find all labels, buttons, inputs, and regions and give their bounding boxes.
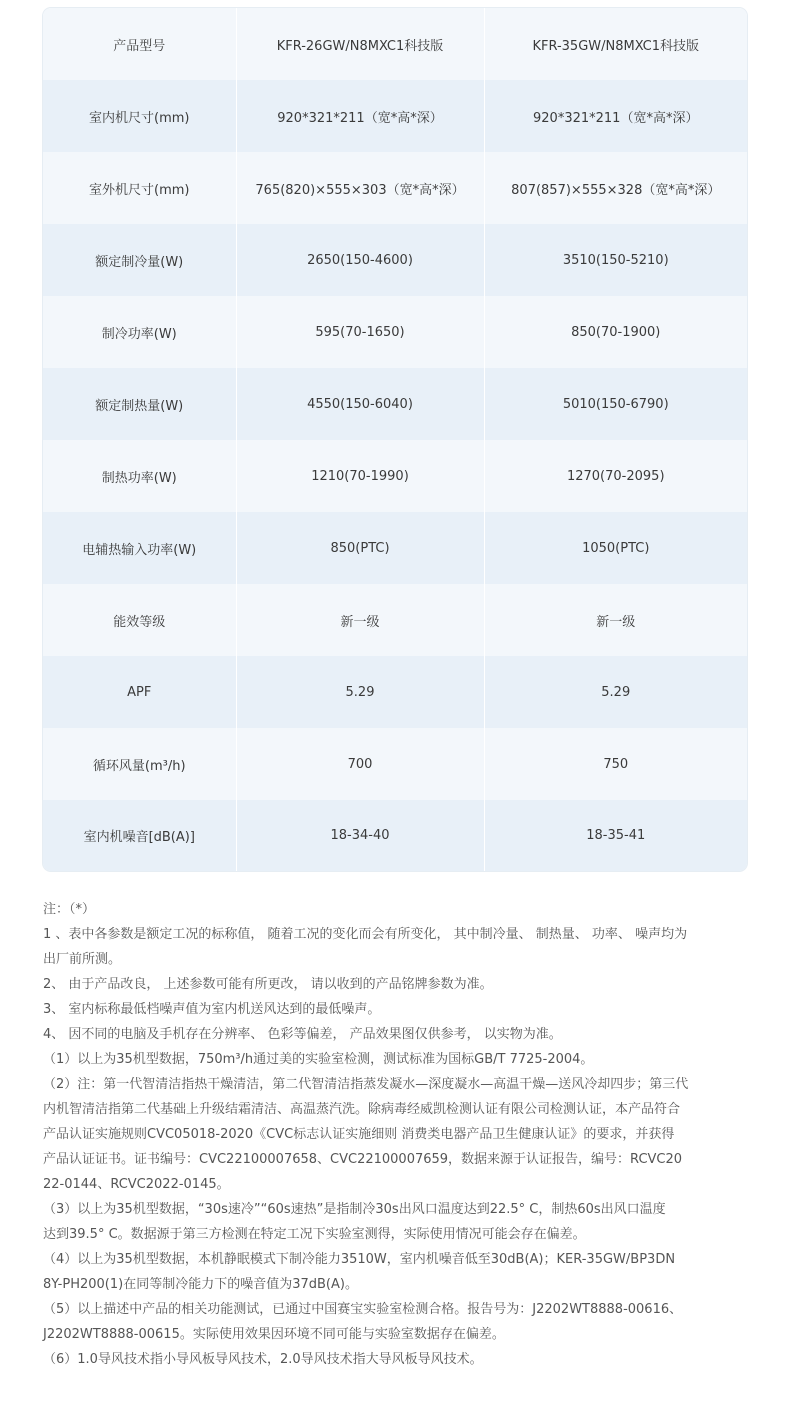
row-label: 电辅热输入功率(W) — [43, 512, 236, 584]
note-line: （4）以上为35机型数据，本机静眠模式下制冷能力3510W，室内机噪音低至30dB(A)；KER-35GW/BP3DN — [43, 1252, 676, 1267]
model-26-value: 920*321*211（宽*高*深） — [236, 80, 484, 152]
note-line: （6）1.0导风技术指小导风板导风技术，2.0导风技术指大导风板导风技术。 — [43, 1352, 483, 1367]
row-label: 制冷功率(W) — [43, 296, 236, 368]
model-35-value: 5.29 — [484, 656, 747, 728]
model-35-value: 850(70-1900) — [484, 296, 747, 368]
note-line: 4、 因不同的电脑及手机存在分辨率、 色彩等偏差， 产品效果图仅供参考， 以实物为准。 — [43, 1027, 562, 1042]
note-line: 产品认证证书。证书编号：CVC22100007658、CVC22100007659，数据来源于认证报告，编号：RCVC20 — [43, 1152, 683, 1167]
model-26-value: 4550(150-6040) — [236, 368, 484, 440]
model-35-value: 807(857)×555×328（宽*高*深） — [484, 152, 747, 224]
table-row — [43, 728, 747, 800]
row-label: APF — [43, 656, 236, 728]
model-35-value: 1270(70-2095) — [484, 440, 747, 512]
spec-table — [43, 8, 747, 871]
model-35-value: KFR-35GW/N8MXC1科技版 — [484, 8, 747, 80]
note-line: 2、 由于产品改良， 上述参数可能有所更改， 请以收到的产品铭牌参数为准。 — [43, 977, 493, 992]
model-35-value: 920*321*211（宽*高*深） — [484, 80, 747, 152]
table-row — [43, 8, 747, 80]
note-line: 22-0144、RCVC2022-0145。 — [43, 1177, 230, 1192]
model-35-value: 1050(PTC) — [484, 512, 747, 584]
model-35-value: 3510(150-5210) — [484, 224, 747, 296]
note-line: 内机智清洁指第二代基础上升级结霜清洁、高温蒸汽洗。除病毒经威凯检测认证有限公司检测认证，本产品符合 — [43, 1102, 681, 1117]
note-line: （5）以上描述中产品的相关功能测试，已通过中国赛宝实验室检测合格。报告号为：J2202WT8888-00616、 — [43, 1302, 683, 1317]
table-row — [43, 296, 747, 368]
table-row — [43, 368, 747, 440]
row-label: 室内机尺寸(mm) — [43, 80, 236, 152]
model-26-value: 595(70-1650) — [236, 296, 484, 368]
table-row — [43, 584, 747, 656]
note-line: （3）以上为35机型数据，“30s速冷”“60s速热”是指制冷30s出风口温度达到22.5° C，制热60s出风口温度 — [43, 1202, 666, 1217]
table-row — [43, 152, 747, 224]
table-row — [43, 800, 747, 871]
model-26-value: KFR-26GW/N8MXC1科技版 — [236, 8, 484, 80]
model-26-value: 新一级 — [236, 584, 484, 656]
note-line: （1）以上为35机型数据，750m³/h通过美的实验室检测，测试标准为国标GB/T 7725-2004。 — [43, 1052, 594, 1067]
row-label: 室外机尺寸(mm) — [43, 152, 236, 224]
row-label: 产品型号 — [43, 8, 236, 80]
notes-heading: 注：（*） — [43, 902, 96, 917]
row-label: 制热功率(W) — [43, 440, 236, 512]
row-label: 室内机噪音[dB(A)] — [43, 800, 236, 871]
model-26-value: 700 — [236, 728, 484, 800]
note-line: 出厂前所测。 — [43, 952, 122, 967]
model-35-value: 18-35-41 — [484, 800, 747, 871]
table-row — [43, 656, 747, 728]
note-line: 3、 室内标称最低档噪声值为室内机送风达到的最低噪声。 — [43, 1002, 381, 1017]
note-line: 1 、表中各参数是额定工况的标称值， 随着工况的变化而会有所变化， 其中制冷量、 制热量、 功率、 噪声均为 — [43, 927, 688, 942]
table-row — [43, 224, 747, 296]
note-line: 达到39.5° C。数据源于第三方检测在特定工况下实验室测得，实际使用情况可能会存在偏差。 — [43, 1227, 586, 1242]
note-line: （2）注：第一代智清洁指热干燥清洁，第二代智清洁指蒸发凝水—深度凝水—高温干燥—送风冷却四步；第三代 — [43, 1077, 689, 1092]
model-26-value: 1210(70-1990) — [236, 440, 484, 512]
row-label: 额定制热量(W) — [43, 368, 236, 440]
model-35-value: 新一级 — [484, 584, 747, 656]
model-26-value: 765(820)×555×303（宽*高*深） — [236, 152, 484, 224]
row-label: 额定制冷量(W) — [43, 224, 236, 296]
model-26-value: 18-34-40 — [236, 800, 484, 871]
table-row — [43, 512, 747, 584]
table-row — [43, 440, 747, 512]
row-label: 能效等级 — [43, 584, 236, 656]
model-26-value: 850(PTC) — [236, 512, 484, 584]
note-line: 产品认证实施规则CVC05018-2020《CVC标志认证实施细则 消费类电器产品卫生健康认证》的要求，并获得 — [43, 1127, 675, 1142]
spec-table-container — [43, 8, 747, 871]
model-26-value: 5.29 — [236, 656, 484, 728]
model-26-value: 2650(150-4600) — [236, 224, 484, 296]
model-35-value: 5010(150-6790) — [484, 368, 747, 440]
model-35-value: 750 — [484, 728, 747, 800]
note-line: J2202WT8888-00615。实际使用效果因环境不同可能与实验室数据存在偏差。 — [43, 1327, 505, 1342]
note-line: 8Y-PH200(1)在同等制冷能力下的噪音值为37dB(A)。 — [43, 1277, 358, 1292]
notes-section — [43, 897, 743, 1372]
table-row — [43, 80, 747, 152]
row-label: 循环风量(m³/h) — [43, 728, 236, 800]
